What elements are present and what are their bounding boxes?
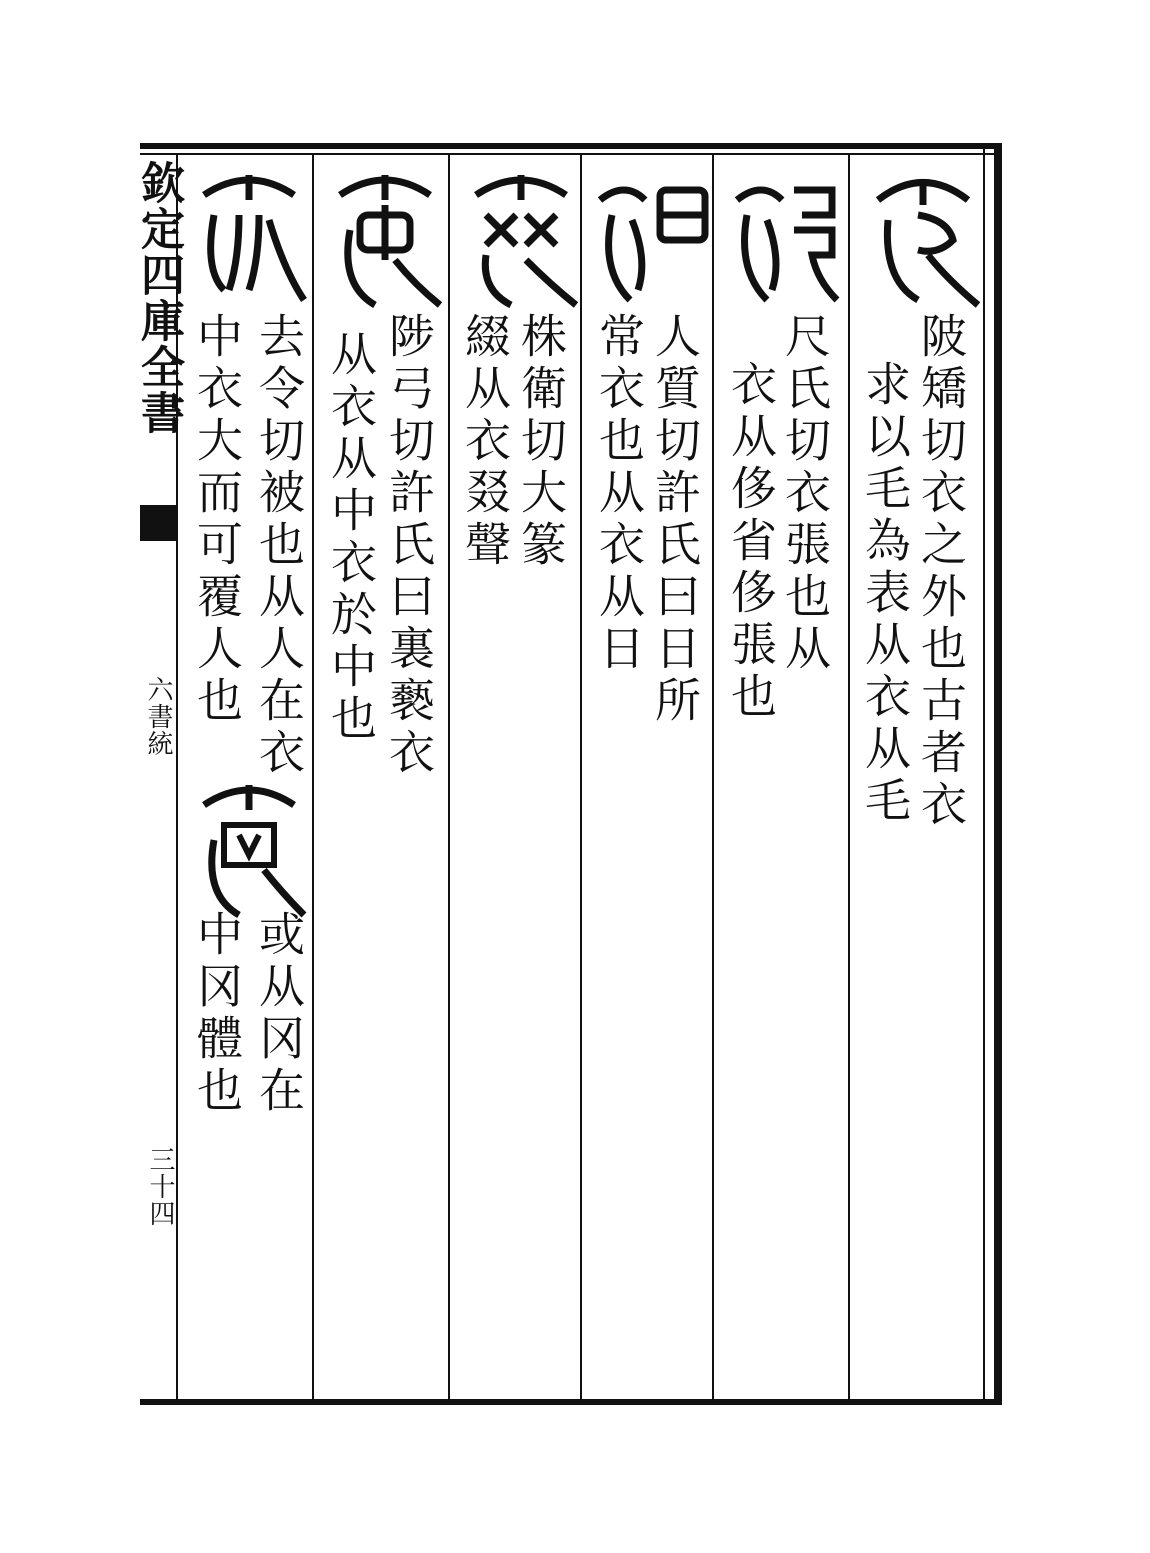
seal-character-bei <box>184 160 314 310</box>
entry-1-line-2: 求以毛為表从衣从毛 <box>858 360 912 828</box>
entry-2-line-1: 尺氏切衣張也从 <box>778 312 832 676</box>
frame-top-line <box>140 143 1002 149</box>
entry-2-line-2: 衣从侈省侈張也 <box>724 360 778 724</box>
margin-book-title: 欽定四庫全書 <box>133 160 184 436</box>
seal-character-ri <box>590 160 720 310</box>
seal-glyph-bei-variant-icon <box>184 770 314 920</box>
seal-glyph-zhui-icon <box>456 160 586 310</box>
frame-right-thick-line <box>994 143 1002 1405</box>
entry-3-line-1: 人質切許氏曰日所 <box>648 312 702 728</box>
entry-3-line-2: 常衣也从衣从日 <box>592 312 646 676</box>
column-divider-1 <box>848 153 850 1405</box>
seal-glyph-chi-icon <box>722 160 852 310</box>
frame-bottom-line <box>140 1399 1002 1405</box>
entry-6-line-1: 去令切被也从人在衣 <box>252 312 306 780</box>
seal-glyph-bei-icon <box>184 160 314 310</box>
frame-top-inner-line <box>140 153 1002 155</box>
seal-character-zhui <box>456 160 586 310</box>
entry-1-line-1: 陂矯切衣之外也古者衣 <box>914 312 968 832</box>
entry-6-variant-line-2: 中冈體也 <box>190 910 244 1118</box>
entry-6-variant-line-1: 或从冈在 <box>252 910 306 1118</box>
column-divider-2 <box>712 153 714 1405</box>
entry-5-line-1: 陟弓切許氏曰裏褻衣 <box>382 312 436 780</box>
seal-character-chi <box>722 160 852 310</box>
frame-right-inner-line <box>983 143 985 1405</box>
entry-4-line-2: 綴从衣叕聲 <box>458 312 512 572</box>
seal-character-bei-variant <box>184 770 314 920</box>
column-divider-4 <box>448 153 450 1405</box>
fish-tail-mark <box>140 505 176 541</box>
seal-character-zhong <box>320 160 450 310</box>
entry-4-line-1: 株衛切大篆 <box>514 312 568 572</box>
seal-glyph-zhong-icon <box>320 160 450 310</box>
entry-6-line-2: 中衣大而可覆人也 <box>190 312 244 728</box>
entry-5-line-2: 从衣从中衣於中也 <box>324 330 378 746</box>
margin-section-title: 六書統 <box>143 676 173 757</box>
seal-glyph-ri-icon <box>590 160 720 310</box>
margin-page-number: 三十四 <box>145 1146 175 1227</box>
column-divider-3 <box>580 153 582 1405</box>
seal-character-qiu <box>858 160 988 310</box>
seal-glyph-yi-qiu-icon <box>858 160 988 310</box>
